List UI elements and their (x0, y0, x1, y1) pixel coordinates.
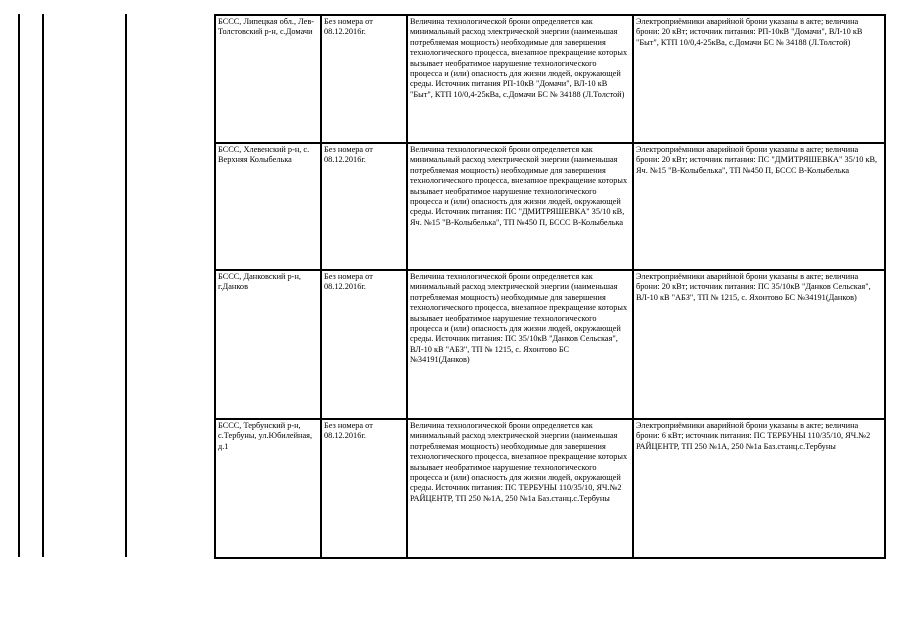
description-cell: Величина технологической брони определяется как минимальный расход электрической энергии (наименьшая потребляемая мощность) необходимые для завершения технологического процесса, внезапное прекращение которых вызывает необратимое нарушение технологического процесса и (или) опасность для жизни людей, окружающей среды. Источник питания: ПС ТЕРБУНЫ 110/35/10, ЯЧ.№2 РАЙЦЕНТР, ТП 250 №1А, 250 №1а Баз.станц.с.Тербуны (407, 419, 633, 558)
object-cell: БССС, Хлевенский р-н, с. Верхняя Колыбелька (215, 143, 321, 270)
description-cell: Величина технологической брони определяется как минимальный расход электрической энергии (наименьшая потребляемая мощность) необходимые для завершения технологического процесса, внезапное прекращение которых вызывает необратимое нарушение технологического процесса и (или) опасность для жизни людей, окружающей среды. Источник питания РП-10кВ "Домачи", ВЛ-10 кВ "Быт", КТП 10/0,4-25кВа, с.Домачи БС № 34188 (Л.Толстой) (407, 15, 633, 143)
object-cell: БССС, Данковский р-н, г.Данков (215, 270, 321, 419)
document-cell: Без номера от 08.12.2016г. (321, 270, 407, 419)
notes-cell: Электроприёмники аварийной брони указаны в акте; величина брони: 20 кВт; источник питания: ПС 35/10кВ "Данков Сельская", ВЛ-10 кВ "АБЗ", ТП № 1215, с. Яхонтово БС №34191(Данков) (633, 270, 885, 419)
table-row (215, 419, 885, 558)
table-row (215, 270, 885, 419)
table-row (215, 143, 885, 270)
document-cell: Без номера от 08.12.2016г. (321, 143, 407, 270)
left-border-line-2 (42, 14, 44, 557)
document-cell: Без номера от 08.12.2016г. (321, 419, 407, 558)
notes-cell: Электроприёмники аварийной брони указаны в акте; величина брони: 20 кВт; источник питания: ПС "ДМИТРЯШЕВКА" 35/10 кВ, Яч. №15 "В-Колыбелька", ТП №450 П, БССС В-Колыбелька (633, 143, 885, 270)
description-cell: Величина технологической брони определяется как минимальный расход электрической энергии (наименьшая потребляемая мощность) необходимые для завершения технологического процесса, внезапное прекращение которых вызывает необратимое нарушение технологического процесса и (или) опасность для жизни людей, окружающей среды. Источник питания: ПС 35/10кВ "Данков Сельская", ВЛ-10 кВ "АБЗ", ТП № 1215, с. Яхонтово БС №34191(Данков) (407, 270, 633, 419)
notes-cell: Электроприёмники аварийной брони указаны в акте; величина брони: 6 кВт; источник питания: ПС ТЕРБУНЫ 110/35/10, ЯЧ.№2 РАЙЦЕНТР, ТП 250 №1А, 250 №1а Баз.станц.с.Тербуны (633, 419, 885, 558)
document-cell: Без номера от 08.12.2016г. (321, 15, 407, 143)
reservation-table (214, 14, 886, 559)
table-row (215, 15, 885, 143)
left-border-line-3 (125, 14, 127, 557)
left-border-line-1 (18, 14, 20, 557)
description-cell: Величина технологической брони определяется как минимальный расход электрической энергии (наименьшая потребляемая мощность) необходимые для завершения технологического процесса, внезапное прекращение которых вызывает необратимое нарушение технологического процесса и (или) опасность для жизни людей, окружающей среды. Источник питания: ПС "ДМИТРЯШЕВКА" 35/10 кВ, Яч. №15 "В-Колыбелька", ТП №450 П, БССС В-Колыбелька (407, 143, 633, 270)
object-cell: БССС, Липецкая обл., Лев-Толстовский р-н, с.Домачи (215, 15, 321, 143)
object-cell: БССС, Тербунский р-н, с.Тербуны, ул.Юбилейная, д.1 (215, 419, 321, 558)
notes-cell: Электроприёмники аварийной брони указаны в акте; величина брони: 20 кВт; источник питания: РП-10кВ "Домачи", ВЛ-10 кВ "Быт", КТП 10/0,4-25кВа, с.Домачи БС № 34188 (Л.Толстой) (633, 15, 885, 143)
